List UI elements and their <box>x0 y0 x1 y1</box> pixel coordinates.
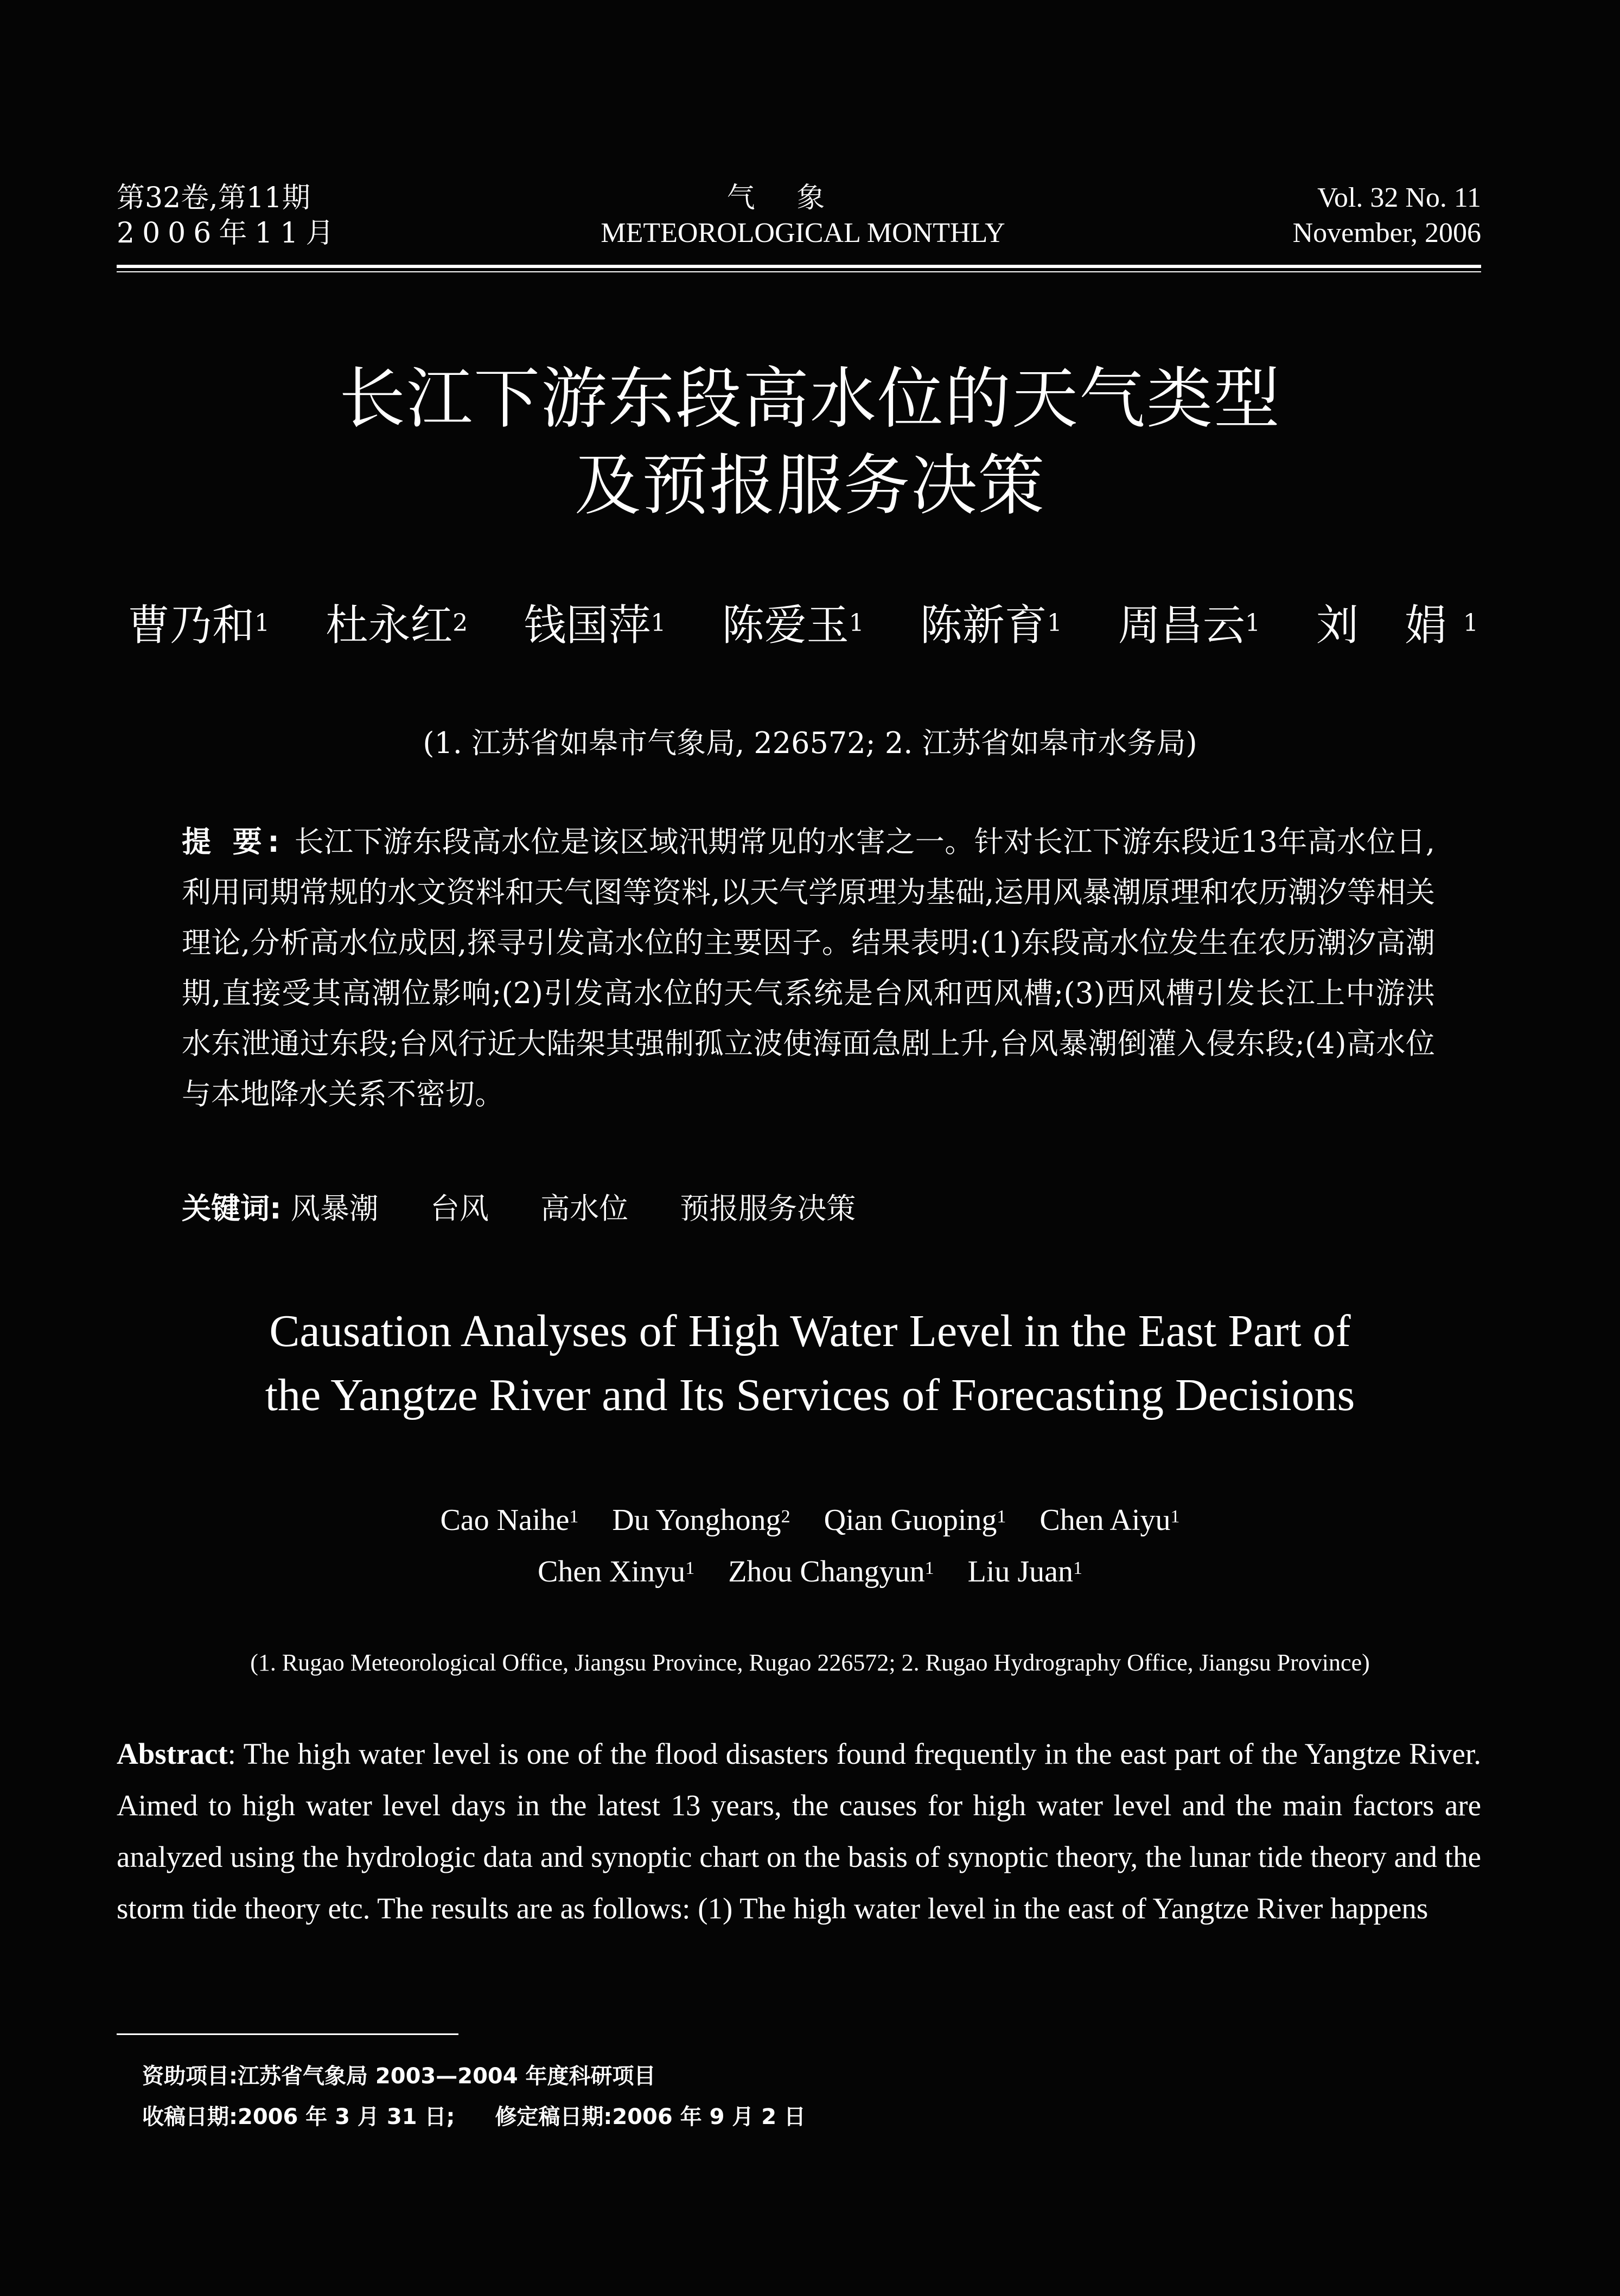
author-cn: 陈爱玉$^1$ <box>722 601 864 650</box>
title-en-line2: the Yangtze River and Its Services of Forecasting Decisions <box>265 1370 1355 1420</box>
keyword-cn: 风暴潮 <box>290 1191 379 1226</box>
footnote-revised: 修定稿日期:2006 年 9 月 2 日 <box>495 2104 806 2129</box>
journal-date-cn: 2006年11月 <box>117 217 342 250</box>
footnote-rule <box>117 2033 458 2035</box>
author-en: Zhou Changyun$^1$ <box>728 1555 934 1589</box>
abstract-en-text: The high water level is one of the flood disasters found frequently in the east part of the Yangtze River. Aimed to high water level days in the latest 13 years, the causes for high water level and the main factors are analyzed using the hydrologic data and synoptic chart on the basis of synoptic theory, the lunar tide theory and the storm tide theory etc. The results are as follows: (1) The high water level in the east of Yangtze River happens <box>117 1737 1489 1925</box>
footnote-received: 收稿日期:2006 年 3 月 31 日; <box>142 2104 455 2129</box>
author-en: Du Yonghong$^2$ <box>612 1503 790 1537</box>
journal-name-cn: 气 象 <box>726 182 825 214</box>
author-cn: 钱国萍$^1$ <box>524 601 666 650</box>
keyword-cn: 台风 <box>430 1191 489 1226</box>
footnote-funding: 资助项目:江苏省气象局 2003—2004 年度科研项目 <box>142 2064 656 2089</box>
journal-name-en: METEOROLOGICAL MONTHLY <box>601 218 1005 248</box>
header-rule-thin <box>117 271 1481 272</box>
footnote-dates <box>142 2102 806 2132</box>
abstract-en-sep: : <box>227 1737 236 1770</box>
author-cn: 杜永红$^2$ <box>326 601 468 650</box>
abstract-cn-label: 提 要: <box>182 825 285 859</box>
author-en: Qian Guoping$^1$ <box>824 1503 1006 1537</box>
author-en: Chen Aiyu$^1$ <box>1039 1503 1180 1537</box>
title-cn-line2: 及预报服务决策 <box>575 447 1045 524</box>
abstract-cn-text: 长江下游东段高水位是该区域汛期常见的水害之一。针对长江下游东段近13年高水位日,利用同期常规的水文资料和天气图等资料,以天气学原理为基础,运用风暴潮原理和农历潮汐等相关理论,分析高水位成因,探寻引发高水位的主要因子。结果表明:(1)东段高水位发生在农历潮汐高潮期,直接受其高潮位影响;(2)引发高水位的天气系统是台风和西风槽;(3)西风槽引发长江上中游洪水东泄通过东段;台风行近大陆架其强制孤立波使海面急剧上升,台风暴潮倒灌入侵东段;(4)高水位与本地降水关系不密切。 <box>182 825 1435 1111</box>
abstract-en-label: Abstract <box>117 1737 228 1770</box>
journal-volume-issue: 第32卷,第11期 <box>117 182 310 214</box>
keyword-cn: 高水位 <box>540 1191 629 1226</box>
keyword-cn: 预报服务决策 <box>680 1191 856 1226</box>
journal-vol-no-en: Vol. 32 No. 11 <box>1317 182 1481 213</box>
journal-date-en: November, 2006 <box>1292 218 1481 248</box>
abstract-en <box>117 1728 1489 1934</box>
title-en-line1: Causation Analyses of High Water Level in the East Part of <box>269 1306 1351 1356</box>
author-cn: 曹乃和$^1$ <box>127 601 270 650</box>
author-cn: 刘 娟$^1$ <box>1316 601 1478 650</box>
header-rule-thick <box>117 265 1481 268</box>
title-en <box>0 1299 1620 1427</box>
title-cn-line1: 长江下游东段高水位的天气类型 <box>339 360 1281 437</box>
affiliation-cn: (1. 江苏省如皋市气象局, 226572; 2. 江苏省如皋市水务局) <box>423 726 1197 760</box>
authors-en-row1 <box>0 1495 1620 1546</box>
author-cn: 周昌云$^1$ <box>1118 601 1260 650</box>
authors-cn <box>127 599 1478 652</box>
author-en: Cao Naihe$^1$ <box>440 1503 579 1537</box>
affiliation-en: (1. Rugao Meteorological Office, Jiangsu Province, Rugao 226572; 2. Rugao Hydrography Office, Jiangsu Province) <box>250 1649 1370 1676</box>
keywords-cn-label: 关键词: <box>182 1191 282 1226</box>
author-en: Liu Juan$^1$ <box>967 1555 1083 1589</box>
keywords-cn <box>182 1187 1435 1230</box>
authors-en-row2 <box>0 1546 1620 1597</box>
author-en: Chen Xinyu$^1$ <box>537 1555 695 1589</box>
abstract-cn <box>182 817 1435 1119</box>
author-cn: 陈新育$^1$ <box>920 601 1062 650</box>
